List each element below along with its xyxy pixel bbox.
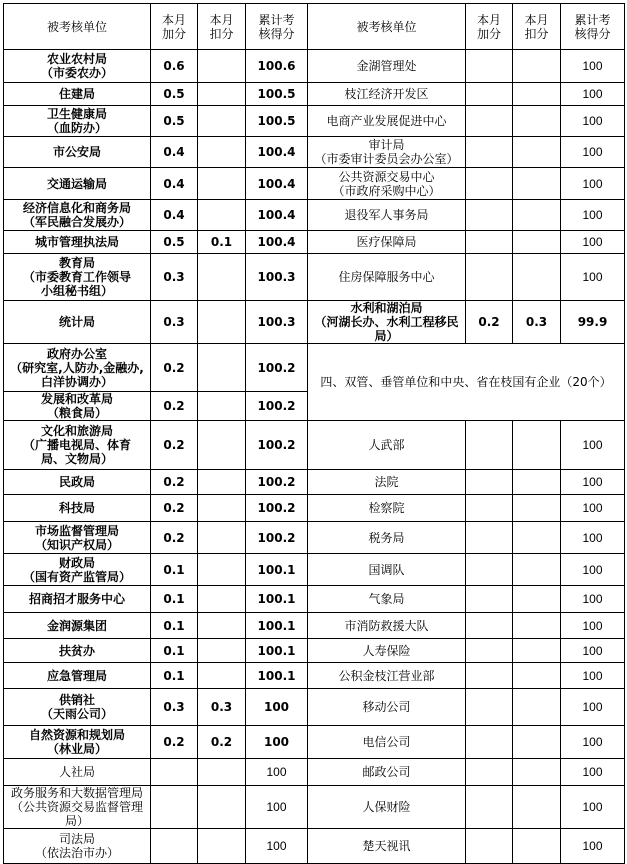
right-month-add — [466, 421, 513, 470]
left-month-add: 0.3 — [151, 254, 198, 301]
right-total-score: 100 — [561, 786, 625, 829]
right-unit-name: 住房保障服务中心 — [308, 254, 466, 301]
table-row — [4, 613, 625, 639]
header-add-left: 本月 加分 — [151, 4, 198, 50]
right-total-score: 100 — [561, 200, 625, 231]
right-unit-name: 退役军人事务局 — [308, 200, 466, 231]
section-title: 四、双管、垂管单位和中央、省在枝国有企业（20个） — [308, 344, 625, 421]
right-unit-name: 医疗保障局 — [308, 231, 466, 254]
right-month-deduct — [513, 495, 561, 522]
right-total-score: 100 — [561, 639, 625, 663]
left-unit-name: 扶贫办 — [4, 639, 151, 663]
table-row — [4, 301, 625, 344]
left-unit-name: 应急管理局 — [4, 663, 151, 689]
right-month-deduct — [513, 786, 561, 829]
right-month-deduct — [513, 613, 561, 639]
left-month-add: 0.4 — [151, 168, 198, 200]
left-month-deduct — [198, 168, 246, 200]
left-total-score: 100.2 — [246, 344, 308, 392]
table-row — [4, 200, 625, 231]
right-total-score: 100 — [561, 470, 625, 495]
table-row — [4, 586, 625, 613]
left-unit-name: 经济信息化和商务局 （军民融合发展办） — [4, 200, 151, 231]
table-row — [4, 344, 625, 392]
header-add-right: 本月 加分 — [466, 4, 513, 50]
table-row — [4, 639, 625, 663]
left-month-add: 0.3 — [151, 689, 198, 726]
right-month-deduct — [513, 586, 561, 613]
left-unit-name: 科技局 — [4, 495, 151, 522]
left-month-deduct: 0.2 — [198, 726, 246, 759]
left-month-add: 0.1 — [151, 586, 198, 613]
header-deduct-right: 本月 扣分 — [513, 4, 561, 50]
header-unit-left: 被考核单位 — [4, 4, 151, 50]
right-total-score: 100 — [561, 50, 625, 83]
left-unit-name: 住建局 — [4, 83, 151, 106]
right-month-deduct — [513, 200, 561, 231]
table-row — [4, 83, 625, 106]
left-month-add: 0.2 — [151, 392, 198, 421]
right-month-deduct — [513, 829, 561, 864]
left-unit-name: 市场监督管理局 （知识产权局） — [4, 522, 151, 554]
right-month-deduct — [513, 554, 561, 586]
right-total-score: 100 — [561, 586, 625, 613]
right-total-score: 100 — [561, 554, 625, 586]
left-total-score: 100.2 — [246, 495, 308, 522]
right-total-score: 100 — [561, 231, 625, 254]
right-month-add — [466, 613, 513, 639]
left-total-score: 100.1 — [246, 586, 308, 613]
left-unit-name: 政府办公室 （研究室,人防办,金融办, 白洋协调办） — [4, 344, 151, 392]
header-total-left: 累计考 核得分 — [246, 4, 308, 50]
right-unit-name: 气象局 — [308, 586, 466, 613]
right-month-deduct — [513, 759, 561, 786]
right-total-score: 100 — [561, 254, 625, 301]
left-total-score: 100 — [246, 726, 308, 759]
right-total-score: 100 — [561, 137, 625, 168]
left-total-score: 100 — [246, 829, 308, 864]
right-unit-name: 电商产业发展促进中心 — [308, 106, 466, 137]
right-total-score: 100 — [561, 663, 625, 689]
left-month-add: 0.1 — [151, 554, 198, 586]
right-unit-name: 审计局 （市委审计委员会办公室） — [308, 137, 466, 168]
left-unit-name: 市公安局 — [4, 137, 151, 168]
left-month-deduct — [198, 301, 246, 344]
left-unit-name: 金润源集团 — [4, 613, 151, 639]
right-unit-name: 人保财险 — [308, 786, 466, 829]
left-total-score: 100.1 — [246, 639, 308, 663]
table-row — [4, 522, 625, 554]
table-row — [4, 50, 625, 83]
left-month-add: 0.1 — [151, 639, 198, 663]
left-total-score: 100.4 — [246, 168, 308, 200]
right-month-deduct — [513, 689, 561, 726]
left-month-add: 0.5 — [151, 83, 198, 106]
right-month-add — [466, 726, 513, 759]
left-unit-name: 招商招才服务中心 — [4, 586, 151, 613]
assessment-score-table — [3, 3, 625, 864]
left-total-score: 100.1 — [246, 663, 308, 689]
right-month-deduct — [513, 106, 561, 137]
left-month-deduct — [198, 200, 246, 231]
left-month-add: 0.4 — [151, 200, 198, 231]
header-unit-right: 被考核单位 — [308, 4, 466, 50]
right-unit-name: 金湖管理处 — [308, 50, 466, 83]
left-total-score: 100.1 — [246, 613, 308, 639]
right-month-deduct — [513, 50, 561, 83]
right-total-score: 100 — [561, 613, 625, 639]
left-month-deduct — [198, 83, 246, 106]
left-month-add: 0.4 — [151, 137, 198, 168]
right-month-add — [466, 254, 513, 301]
right-total-score: 100 — [561, 495, 625, 522]
left-month-deduct — [198, 344, 246, 392]
right-total-score: 100 — [561, 83, 625, 106]
right-total-score: 100 — [561, 522, 625, 554]
left-total-score: 100 — [246, 759, 308, 786]
table-row — [4, 470, 625, 495]
right-month-deduct — [513, 663, 561, 689]
left-month-deduct — [198, 522, 246, 554]
table-row — [4, 137, 625, 168]
left-unit-name: 财政局 （国有资产监管局） — [4, 554, 151, 586]
table-row — [4, 726, 625, 759]
table-row — [4, 421, 625, 470]
right-month-deduct — [513, 470, 561, 495]
right-unit-name: 国调队 — [308, 554, 466, 586]
right-month-add — [466, 759, 513, 786]
table-row — [4, 106, 625, 137]
left-month-deduct: 0.1 — [198, 231, 246, 254]
right-month-add — [466, 639, 513, 663]
left-month-deduct — [198, 829, 246, 864]
left-month-add: 0.6 — [151, 50, 198, 83]
table-row — [4, 786, 625, 829]
left-month-add — [151, 786, 198, 829]
left-month-add: 0.1 — [151, 613, 198, 639]
left-month-deduct — [198, 663, 246, 689]
left-month-deduct: 0.3 — [198, 689, 246, 726]
table-row — [4, 168, 625, 200]
right-unit-name: 水利和湖泊局 （河湖长办、水利工程移民局） — [308, 301, 466, 344]
right-month-add — [466, 83, 513, 106]
left-month-add: 0.5 — [151, 231, 198, 254]
left-unit-name: 司法局 （依法治市办） — [4, 829, 151, 864]
right-total-score: 99.9 — [561, 301, 625, 344]
header-deduct-left: 本月 扣分 — [198, 4, 246, 50]
left-total-score: 100.3 — [246, 301, 308, 344]
left-total-score: 100.6 — [246, 50, 308, 83]
left-unit-name: 自然资源和规划局 （林业局） — [4, 726, 151, 759]
right-month-deduct — [513, 639, 561, 663]
right-month-add — [466, 522, 513, 554]
right-month-deduct — [513, 83, 561, 106]
left-month-deduct — [198, 421, 246, 470]
table-row — [4, 759, 625, 786]
left-unit-name: 供销社 （天雨公司） — [4, 689, 151, 726]
left-month-add: 0.2 — [151, 522, 198, 554]
right-unit-name: 枝江经济开发区 — [308, 83, 466, 106]
right-month-add — [466, 137, 513, 168]
right-unit-name: 税务局 — [308, 522, 466, 554]
right-unit-name: 邮政公司 — [308, 759, 466, 786]
right-month-deduct: 0.3 — [513, 301, 561, 344]
right-month-deduct — [513, 522, 561, 554]
left-unit-name: 农业农村局 （市委农办） — [4, 50, 151, 83]
right-month-add — [466, 829, 513, 864]
right-month-add — [466, 586, 513, 613]
left-month-add: 0.2 — [151, 344, 198, 392]
right-unit-name: 人寿保险 — [308, 639, 466, 663]
right-total-score: 100 — [561, 689, 625, 726]
left-unit-name: 交通运输局 — [4, 168, 151, 200]
right-month-deduct — [513, 137, 561, 168]
left-month-add — [151, 829, 198, 864]
left-month-deduct — [198, 759, 246, 786]
right-unit-name: 公共资源交易中心 （市政府采购中心） — [308, 168, 466, 200]
left-month-add: 0.2 — [151, 421, 198, 470]
left-unit-name: 城市管理执法局 — [4, 231, 151, 254]
left-unit-name: 教育局 （市委教育工作领导 小组秘书组） — [4, 254, 151, 301]
left-unit-name: 统计局 — [4, 301, 151, 344]
table-row — [4, 554, 625, 586]
right-month-add — [466, 470, 513, 495]
right-unit-name: 人武部 — [308, 421, 466, 470]
right-total-score: 100 — [561, 829, 625, 864]
left-month-deduct — [198, 470, 246, 495]
left-month-deduct — [198, 392, 246, 421]
right-month-add — [466, 663, 513, 689]
right-unit-name: 公积金枝江营业部 — [308, 663, 466, 689]
right-month-add — [466, 50, 513, 83]
right-unit-name: 检察院 — [308, 495, 466, 522]
left-total-score: 100 — [246, 689, 308, 726]
left-month-deduct — [198, 495, 246, 522]
right-month-add — [466, 106, 513, 137]
right-month-deduct — [513, 231, 561, 254]
right-month-add — [466, 231, 513, 254]
left-month-deduct — [198, 786, 246, 829]
table-row — [4, 829, 625, 864]
left-unit-name: 民政局 — [4, 470, 151, 495]
right-unit-name: 移动公司 — [308, 689, 466, 726]
table-row — [4, 689, 625, 726]
left-total-score: 100.4 — [246, 231, 308, 254]
left-total-score: 100.5 — [246, 106, 308, 137]
left-month-deduct — [198, 639, 246, 663]
right-month-add: 0.2 — [466, 301, 513, 344]
left-month-add: 0.2 — [151, 470, 198, 495]
left-total-score: 100.4 — [246, 137, 308, 168]
left-unit-name: 文化和旅游局 （广播电视局、体育 局、文物局） — [4, 421, 151, 470]
right-month-add — [466, 495, 513, 522]
left-month-deduct — [198, 586, 246, 613]
table-row — [4, 231, 625, 254]
table-body — [4, 4, 625, 864]
right-month-add — [466, 200, 513, 231]
table-row — [4, 495, 625, 522]
left-total-score: 100.4 — [246, 200, 308, 231]
right-unit-name: 法院 — [308, 470, 466, 495]
right-month-add — [466, 689, 513, 726]
left-month-deduct — [198, 554, 246, 586]
right-month-deduct — [513, 168, 561, 200]
right-total-score: 100 — [561, 168, 625, 200]
left-total-score: 100.2 — [246, 470, 308, 495]
right-month-add — [466, 168, 513, 200]
table-row — [4, 254, 625, 301]
header-total-right: 累计考 核得分 — [561, 4, 625, 50]
right-total-score: 100 — [561, 421, 625, 470]
right-total-score: 100 — [561, 726, 625, 759]
left-month-deduct — [198, 50, 246, 83]
right-month-add — [466, 786, 513, 829]
left-month-add: 0.5 — [151, 106, 198, 137]
right-unit-name: 市消防救援大队 — [308, 613, 466, 639]
left-total-score: 100.1 — [246, 554, 308, 586]
right-total-score: 100 — [561, 106, 625, 137]
right-total-score: 100 — [561, 759, 625, 786]
right-month-deduct — [513, 254, 561, 301]
table-row — [4, 663, 625, 689]
left-total-score: 100.2 — [246, 421, 308, 470]
right-unit-name: 楚天视讯 — [308, 829, 466, 864]
left-month-add: 0.3 — [151, 301, 198, 344]
left-total-score: 100.2 — [246, 522, 308, 554]
left-month-deduct — [198, 254, 246, 301]
left-total-score: 100.3 — [246, 254, 308, 301]
right-unit-name: 电信公司 — [308, 726, 466, 759]
left-unit-name: 政务服务和大数据管理局 （公共资源交易监督管理局） — [4, 786, 151, 829]
left-total-score: 100.5 — [246, 83, 308, 106]
right-month-deduct — [513, 726, 561, 759]
left-month-add: 0.1 — [151, 663, 198, 689]
left-month-add: 0.2 — [151, 495, 198, 522]
right-month-add — [466, 554, 513, 586]
left-month-deduct — [198, 137, 246, 168]
left-total-score: 100.2 — [246, 392, 308, 421]
left-month-deduct — [198, 613, 246, 639]
left-month-add — [151, 759, 198, 786]
left-unit-name: 卫生健康局 （血防办） — [4, 106, 151, 137]
left-month-add: 0.2 — [151, 726, 198, 759]
left-total-score: 100 — [246, 786, 308, 829]
left-unit-name: 发展和改革局 （粮食局） — [4, 392, 151, 421]
left-unit-name: 人社局 — [4, 759, 151, 786]
right-month-deduct — [513, 421, 561, 470]
header-row — [4, 4, 625, 50]
left-month-deduct — [198, 106, 246, 137]
